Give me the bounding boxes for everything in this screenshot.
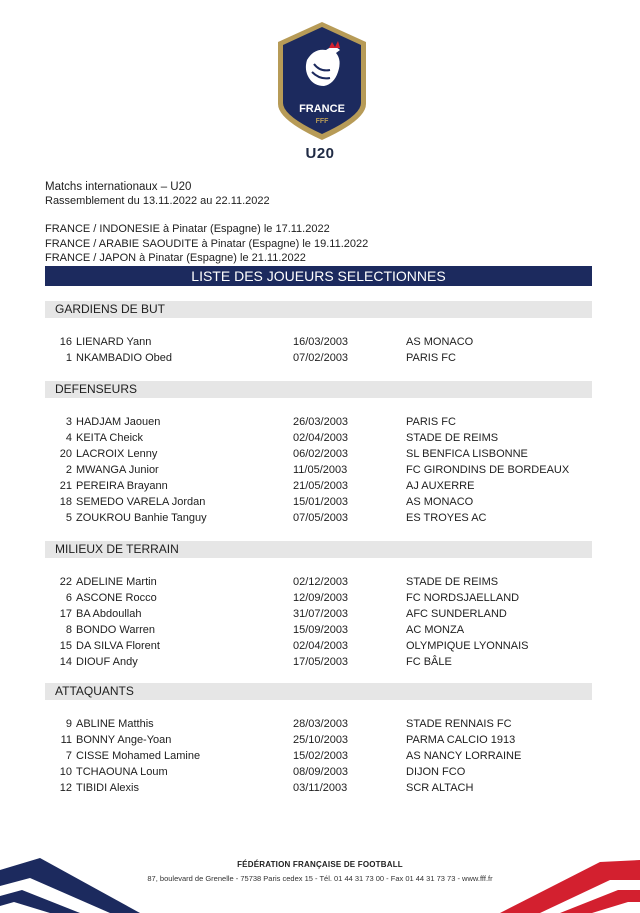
player-birthdate: 26/03/2003 [293, 416, 349, 428]
intro-title: Matchs internationaux – U20 [45, 181, 192, 193]
player-name: SEMEDO VARELA Jordan [76, 496, 206, 508]
player-number: 15 [59, 640, 72, 652]
player-club: AS MONACO [406, 336, 474, 348]
player-number: 17 [59, 608, 72, 620]
player-number: 14 [59, 656, 72, 668]
player-birthdate: 07/02/2003 [293, 352, 349, 364]
player-row [45, 446, 592, 462]
player-club: STADE DE REIMS [406, 576, 499, 588]
crest-country-text: FRANCE [299, 103, 345, 115]
player-name: ADELINE Martin [76, 576, 157, 588]
player-club: STADE DE REIMS [406, 432, 499, 444]
player-club: FC GIRONDINS DE BORDEAUX [406, 464, 570, 476]
player-number: 2 [65, 464, 72, 476]
player-name: DA SILVA Florent [76, 640, 160, 652]
player-row [45, 510, 592, 526]
player-number: 9 [65, 718, 72, 730]
player-club: OLYMPIQUE LYONNAIS [406, 640, 529, 652]
player-name: HADJAM Jaouen [76, 416, 161, 428]
player-club: FC BÂLE [406, 656, 452, 668]
player-birthdate: 31/07/2003 [293, 608, 349, 620]
player-birthdate: 15/09/2003 [293, 624, 349, 636]
section-header [45, 683, 592, 700]
player-row [45, 654, 592, 670]
section-header [45, 381, 592, 398]
player-number: 12 [59, 782, 72, 794]
crest-shield-icon [274, 20, 370, 142]
player-row [45, 638, 592, 654]
player-row [45, 716, 592, 732]
player-number: 6 [65, 592, 72, 604]
intro-dates: Rassemblement du 13.11.2022 au 22.11.2022 [45, 195, 270, 207]
player-name: KEITA Cheick [76, 432, 144, 444]
player-row [45, 350, 592, 366]
player-birthdate: 07/05/2003 [293, 512, 349, 524]
player-birthdate: 28/03/2003 [293, 718, 349, 730]
player-name: LACROIX Lenny [76, 448, 158, 460]
player-number: 10 [59, 766, 72, 778]
player-number: 1 [65, 352, 72, 364]
player-club: AJ AUXERRE [406, 480, 475, 492]
section-header [45, 541, 592, 558]
player-birthdate: 25/10/2003 [293, 734, 349, 746]
player-club: PARIS FC [406, 416, 456, 428]
player-club: STADE RENNAIS FC [406, 718, 512, 730]
player-name: BONNY Ange-Yoan [76, 734, 172, 746]
player-row [45, 748, 592, 764]
match-list [45, 222, 368, 266]
player-birthdate: 15/01/2003 [293, 496, 349, 508]
player-name: NKAMBADIO Obed [76, 352, 172, 364]
footer-title: FÉDÉRATION FRANÇAISE DE FOOTBALL [237, 860, 403, 869]
player-club: SCR ALTACH [406, 782, 474, 794]
player-row [45, 494, 592, 510]
player-name: DIOUF Andy [76, 656, 138, 668]
player-row [45, 334, 592, 350]
player-row [45, 622, 592, 638]
player-row [45, 780, 592, 796]
selection-banner: LISTE DES JOUEURS SELECTIONNES [45, 266, 592, 286]
player-number: 18 [59, 496, 72, 508]
player-name: TIBIDI Alexis [76, 782, 139, 794]
player-name: LIENARD Yann [76, 336, 152, 348]
player-club: PARIS FC [406, 352, 456, 364]
player-birthdate: 02/04/2003 [293, 640, 349, 652]
player-club: AS NANCY LORRAINE [406, 750, 522, 762]
player-birthdate: 11/05/2003 [293, 464, 348, 476]
player-row [45, 590, 592, 606]
player-row [45, 414, 592, 430]
player-number: 21 [59, 480, 72, 492]
player-birthdate: 16/03/2003 [293, 336, 349, 348]
section-header [45, 301, 592, 318]
player-row [45, 462, 592, 478]
player-name: ASCONE Rocco [76, 592, 157, 604]
player-club: AC MONZA [406, 624, 465, 636]
player-row [45, 574, 592, 590]
player-name: CISSE Mohamed Lamine [76, 750, 201, 762]
player-name: ZOUKROU Banhie Tanguy [76, 512, 207, 524]
player-number: 4 [65, 432, 72, 444]
player-number: 8 [65, 624, 72, 636]
match-line: FRANCE / INDONESIE à Pinatar (Espagne) le 17.11.2022 [45, 223, 330, 235]
section-title: MILIEUX DE TERRAIN [55, 542, 179, 556]
player-number: 7 [65, 750, 72, 762]
player-name: BA Abdoullah [76, 608, 142, 620]
player-club: DIJON FCO [406, 766, 466, 778]
player-club: AFC SUNDERLAND [406, 608, 507, 620]
player-name: ABLINE Matthis [76, 718, 154, 730]
match-line: FRANCE / JAPON à Pinatar (Espagne) le 21.11.2022 [45, 252, 306, 264]
player-name: PEREIRA Brayann [76, 480, 168, 492]
player-number: 20 [59, 448, 72, 460]
player-number: 3 [65, 416, 72, 428]
player-name: MWANGA Junior [76, 464, 159, 476]
player-birthdate: 12/09/2003 [293, 592, 349, 604]
section-title: DEFENSEURS [55, 382, 138, 396]
player-birthdate: 06/02/2003 [293, 448, 349, 460]
section-title: GARDIENS DE BUT [55, 302, 166, 316]
player-birthdate: 02/04/2003 [293, 432, 349, 444]
player-club: SL BENFICA LISBONNE [406, 448, 528, 460]
player-club: FC NORDSJAELLAND [406, 592, 520, 604]
player-number: 16 [59, 336, 72, 348]
player-birthdate: 17/05/2003 [293, 656, 349, 668]
player-number: 22 [59, 576, 72, 588]
player-row [45, 478, 592, 494]
crest-initials-text: FFF [315, 118, 329, 125]
category-title: U20 [305, 145, 335, 162]
player-birthdate: 02/12/2003 [293, 576, 349, 588]
player-row [45, 732, 592, 748]
player-row [45, 764, 592, 780]
player-birthdate: 08/09/2003 [293, 766, 349, 778]
section-title: ATTAQUANTS [55, 684, 134, 698]
player-birthdate: 15/02/2003 [293, 750, 349, 762]
player-row [45, 430, 592, 446]
footer-address: 87, boulevard de Grenelle - 75738 Paris cedex 15 - Tél. 01 44 31 73 00 - Fax 01 44 31 73 73 - www.fff.fr [147, 874, 493, 883]
player-number: 11 [60, 734, 72, 746]
player-row [45, 606, 592, 622]
player-birthdate: 21/05/2003 [293, 480, 349, 492]
player-birthdate: 03/11/2003 [293, 782, 348, 794]
player-number: 5 [65, 512, 72, 524]
match-line: FRANCE / ARABIE SAOUDITE à Pinatar (Espagne) le 19.11.2022 [45, 237, 369, 250]
intro-block [45, 180, 270, 208]
player-club: AS MONACO [406, 496, 474, 508]
player-name: BONDO Warren [76, 624, 156, 636]
player-club: PARMA CALCIO 1913 [406, 734, 516, 746]
player-name: TCHAOUNA Loum [76, 766, 168, 778]
player-club: ES TROYES AC [406, 512, 487, 524]
fff-crest-logo [274, 20, 370, 142]
